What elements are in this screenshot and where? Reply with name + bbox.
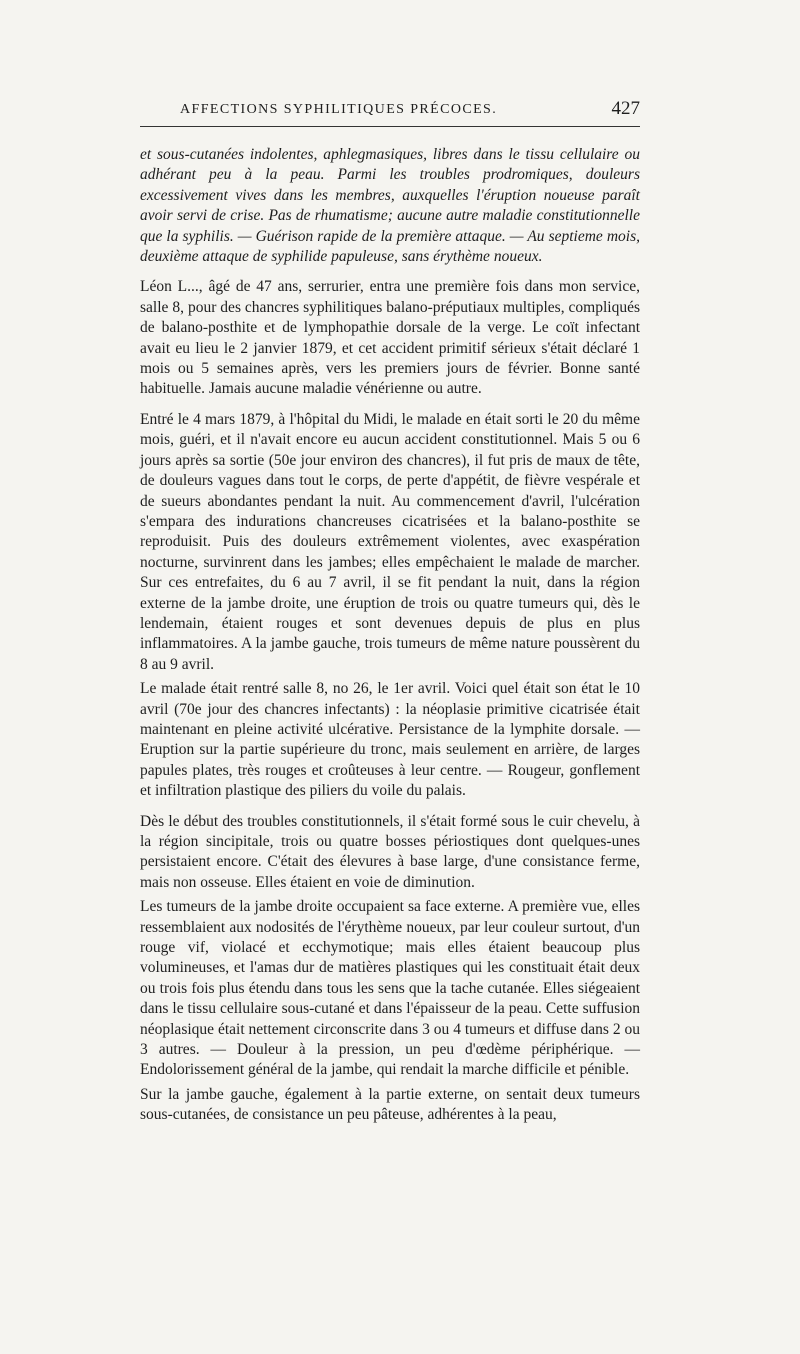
body-paragraph: Léon L..., âgé de 47 ans, serrurier, entra une première fois dans mon service, salle 8, pour des chancres syphilitiques balano-préputiaux multiples, compliqués de balano-posthite et de lymphopathie dorsale de la verge. Le coït infectant avait eu lieu le 2 janvier 1879, et cet accident primitif sérieux s'était déclaré 1 mois ou 5 semaines après, vers les premiers jours de février. Bonne santé habituelle. Jamais aucune maladie vénérienne ou autre. [140, 278, 640, 398]
body-paragraph: Les tumeurs de la jambe droite occupaient sa face externe. A première vue, elles ressemblaient aux nodosités de l'érythème noueux, par leur couleur surtout, d'un rouge vif, violacé et ecchymotique; mais elles étaient beaucoup plus volumineuses, et l'amas dur de matières plastiques qui les constituait était deux ou trois fois plus étendu dans tous les sens que la tache cutanée. Elles siégeaient dans le tissu cellulaire sous-cutané et dans l'épaisseur de la peau. Cette suffusion néoplasique était nettement circonscrite dans 3 ou 4 tumeurs et diffuse dans 2 ou 3 autres. — Douleur à la pression, un peu d'œdème périphérique. — Endolorissement général de la jambe, qui rendait la marche difficile et pénible. [140, 898, 640, 1079]
case-summary-paragraph: et sous-cutanées indolentes, aphlegmasiques, libres dans le tissu cellulaire ou adhérant peu à la peau. Parmi les troubles prodromiques, douleurs excessivement vives dans les membres, auxquelles l'éruption noueuse paraît avoir servi de crise. Pas de rhumatisme; aucune autre maladie constitutionnelle que la syphilis. — Guérison rapide de la première attaque. — Au septieme mois, deuxième attaque de syphilide papuleuse, sans érythème noueux. [140, 146, 640, 266]
running-title: AFFECTIONS SYPHILITIQUES PRÉCOCES. [180, 102, 498, 117]
body-paragraph: Sur la jambe gauche, également à la partie externe, on sentait deux tumeurs sous-cutanées, de consistance un peu pâteuse, adhérentes à la peau, [140, 1085, 640, 1124]
running-header [140, 98, 640, 124]
body-text [140, 145, 640, 1126]
body-paragraph: Le malade était rentré salle 8, no 26, le 1er avril. Voici quel était son état le 10 avril (70e jour des chancres infectants) : la néoplasie primitive cicatrisée était maintenant en pleine activité ulcérative. Persistance de la lymphite dorsale. — Eruption sur la partie supérieure du tronc, mais seulement en arrière, de larges papules plates, très rouges et croûteuses à leur centre. — Rougeur, gonflement et infiltration plastique des piliers du voile du palais. [140, 680, 640, 800]
header-rule [140, 126, 640, 127]
body-paragraph: Dès le début des troubles constitutionnels, il s'était formé sous le cuir chevelu, à la région sincipitale, trois ou quatre bosses périostiques dont quelques-unes persistaient encore. C'était des élevures à base large, d'une consistance ferme, mais non osseuse. Elles étaient en voie de diminution. [140, 812, 640, 891]
page-number: 427 [611, 98, 640, 119]
body-paragraph: Entré le 4 mars 1879, à l'hôpital du Midi, le malade en était sorti le 20 du même mois, guéri, et il n'avait encore eu aucun accident constitutionnel. Mais 5 ou 6 jours après sa sortie (50e jour environ des chancres), il fut pris de maux de tête, de douleurs vagues dans tout le corps, de perte d'appétit, de fièvre vespérale et de sueurs abondantes pendant la nuit. Au commencement d'avril, l'ulcération s'empara des indurations chancreuses cicatrisées et la balano-posthite se reproduisit. Puis des douleurs extrêmement violentes, avec exaspération nocturne, survinrent dans les jambes; elles empêchaient le malade de marcher. Sur ces entrefaites, du 6 au 7 avril, il se fit pendant la nuit, dans la région externe de la jambe droite, une éruption de trois ou quatre tumeurs qui, dès le lendemain, étaient rouges et sont devenues depuis de plus en plus inflammatoires. A la jambe gauche, trois tumeurs de même nature poussèrent du 8 au 9 avril. [140, 410, 640, 673]
